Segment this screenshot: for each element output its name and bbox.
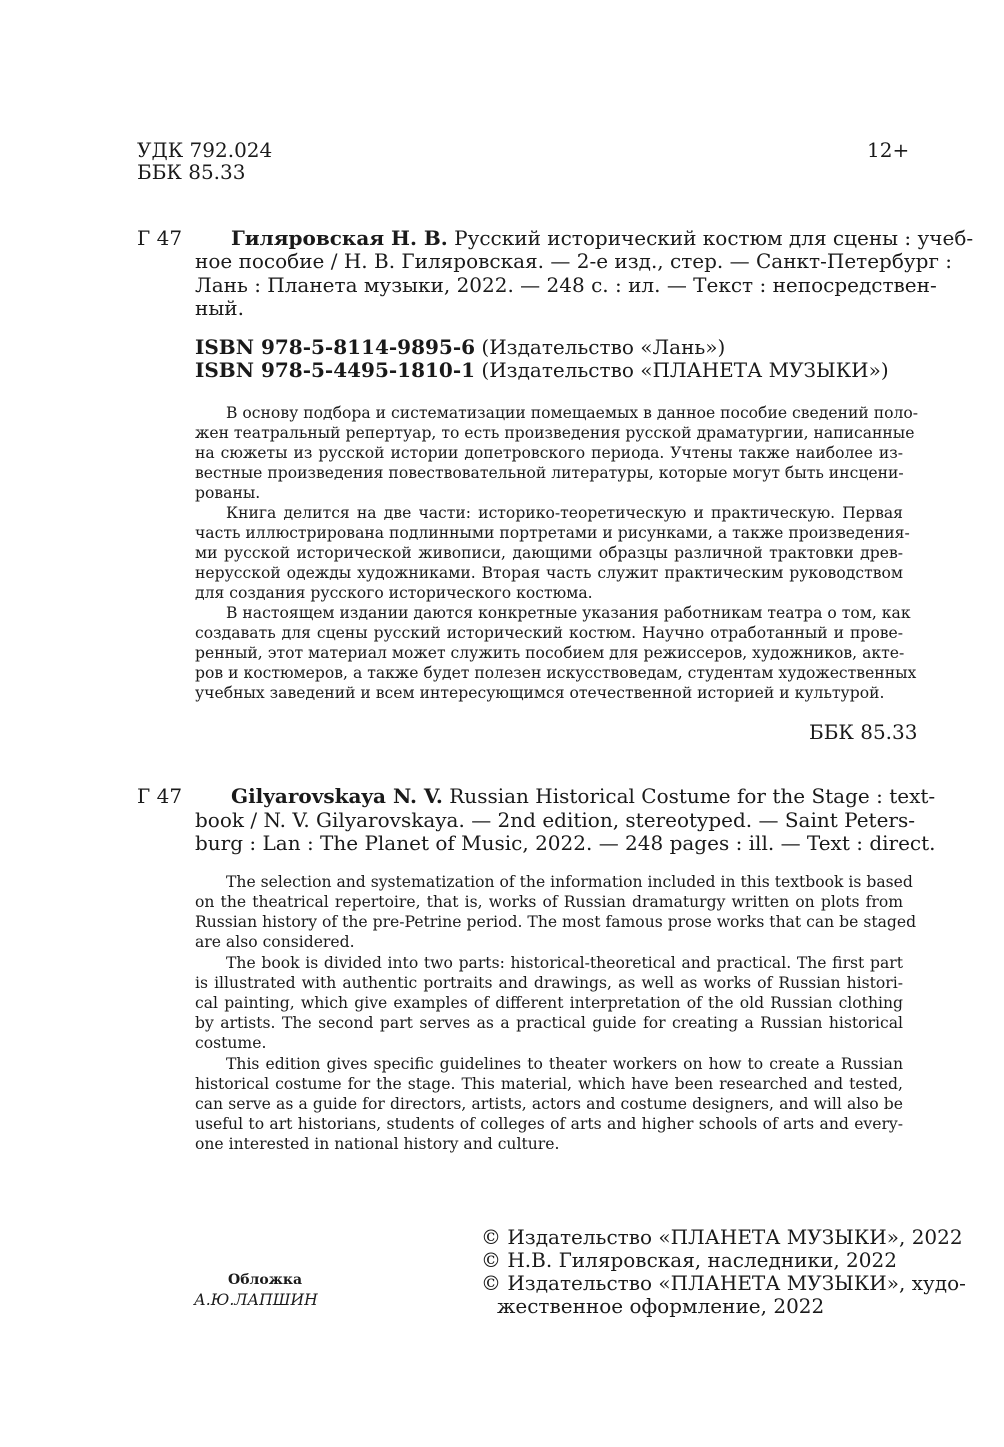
ru-abstract-line: рованы. bbox=[195, 484, 261, 502]
ru-abstract-line: В основу подбора и систематизации помещаемых в данное пособие сведений поло- bbox=[226, 404, 919, 422]
age-rating: 12+ bbox=[867, 138, 910, 162]
ru-abstract-line: ров и костюмеров, а также будет полезен искусствоведам, студентам художественных bbox=[195, 664, 917, 682]
ru-abstract-line: нерусской одежды художниками. Вторая часть служит практическим руководством bbox=[195, 564, 903, 582]
ru-abstract-line: вестные произведения повествовательной литературы, которые могут быть инсцени- bbox=[195, 464, 904, 482]
ru-record-index: Г 47 bbox=[137, 226, 183, 250]
ru-abstract-line: В настоящем издании даются конкретные указания работникам театра о том, как bbox=[226, 604, 911, 622]
ru-record-line: Лань : Планета музыки, 2022. — 248 с. : ил. — Текст : непосредствен- bbox=[195, 273, 937, 297]
isbn-lan: ISBN 978-5-8114-9895-6 (Издательство «Лань») bbox=[195, 335, 726, 359]
en-abstract-line: by artists. The second part serves as a practical guide for creating a Russian historical bbox=[195, 1014, 903, 1032]
isbn-planeta: ISBN 978-5-4495-1810-1 (Издательство «ПЛАНЕТА МУЗЫКИ») bbox=[195, 358, 889, 382]
en-record-line: burg : Lan : The Planet of Music, 2022. — 248 pages : ill. — Text : direct. bbox=[195, 831, 936, 855]
copyright-line: жественное оформление, 2022 bbox=[497, 1294, 825, 1318]
ru-abstract-line: ренный, этот материал может служить пособием для режиссеров, художников, акте- bbox=[195, 644, 905, 662]
en-abstract-line: The book is divided into two parts: historical-theoretical and practical. The first part bbox=[226, 954, 903, 972]
en-abstract-line: is illustrated with authentic portraits and drawings, as well as works of Russian histori- bbox=[195, 974, 903, 992]
en-abstract-line: Russian history of the pre-Petrine period. The most famous prose works that can be staged bbox=[195, 913, 917, 931]
ru-record-author: Гиляровская Н. В. bbox=[231, 226, 448, 250]
bbk-footer: ББК 85.33 bbox=[809, 720, 918, 744]
bbk-code: ББК 85.33 bbox=[137, 160, 246, 184]
copyright-line: © Издательство «ПЛАНЕТА МУЗЫКИ», худо- bbox=[481, 1271, 966, 1295]
udk-code: УДК 792.024 bbox=[137, 138, 273, 162]
ru-record-line: ное пособие / Н. В. Гиляровская. — 2-е изд., стер. — Санкт-Петербург : bbox=[195, 249, 953, 273]
ru-abstract-line: Книга делится на две части: историко-теоретическую и практическую. Первая bbox=[226, 504, 903, 522]
cover-label: Обложка bbox=[228, 1272, 303, 1288]
ru-abstract-line: жен театральный репертуар, то есть произведения русской драматургии, написанные bbox=[195, 424, 915, 442]
copyright-line: © Н.В. Гиляровская, наследники, 2022 bbox=[481, 1248, 897, 1272]
en-abstract-line: historical costume for the stage. This material, which have been researched and tested, bbox=[195, 1075, 903, 1093]
copyright-line: © Издательство «ПЛАНЕТА МУЗЫКИ», 2022 bbox=[481, 1225, 963, 1249]
ru-abstract-line: на сюжеты из русской истории допетровского периода. Учтены также наиболее из- bbox=[195, 444, 903, 462]
ru-record-line-1: Гиляровская Н. В. Русский исторический костюм для сцены : учеб- bbox=[231, 226, 974, 250]
en-abstract-line: on the theatrical repertoire, that is, works of Russian dramaturgy written on plots from bbox=[195, 893, 903, 911]
en-abstract-line: This edition gives specific guidelines to theater workers on how to create a Russian bbox=[226, 1055, 903, 1073]
ru-abstract-line: для создания русского исторического костюма. bbox=[195, 584, 593, 602]
en-abstract-line: can serve as a guide for directors, artists, actors and costume designers, and will also be bbox=[195, 1095, 903, 1113]
cover-artist: А.Ю.ЛАПШИН bbox=[194, 1291, 318, 1309]
en-abstract-line: The selection and systematization of the information included in this textbook is based bbox=[226, 873, 913, 891]
en-record-author: Gilyarovskaya N. V. bbox=[231, 784, 443, 808]
en-abstract-line: cal painting, which give examples of different interpretation of the old Russian clothing bbox=[195, 994, 903, 1012]
ru-abstract-line: создавать для сцены русский исторический костюм. Научно отработанный и прове- bbox=[195, 624, 903, 642]
en-record-index: Г 47 bbox=[137, 784, 183, 808]
en-abstract-line: costume. bbox=[195, 1034, 267, 1052]
en-abstract-line: useful to art historians, students of colleges of arts and higher schools of arts and every- bbox=[195, 1115, 903, 1133]
en-record-line: book / N. V. Gilyarovskaya. — 2nd edition, stereotyped. — Saint Peters- bbox=[195, 808, 915, 832]
ru-abstract-line: часть иллюстрирована подлинными портретами и рисунками, а также произведения- bbox=[195, 524, 910, 542]
ru-abstract-line: ми русской исторической живописи, дающими образцы различной трактовки древ- bbox=[195, 544, 903, 562]
en-abstract-line: are also considered. bbox=[195, 933, 355, 951]
ru-record-line: ный. bbox=[195, 296, 244, 320]
ru-abstract-line: учебных заведений и всем интересующимся отечественной историей и культурой. bbox=[195, 684, 885, 702]
en-abstract-line: one interested in national history and culture. bbox=[195, 1135, 560, 1153]
en-record-line-1: Gilyarovskaya N. V. Russian Historical Costume for the Stage : text- bbox=[231, 784, 936, 808]
